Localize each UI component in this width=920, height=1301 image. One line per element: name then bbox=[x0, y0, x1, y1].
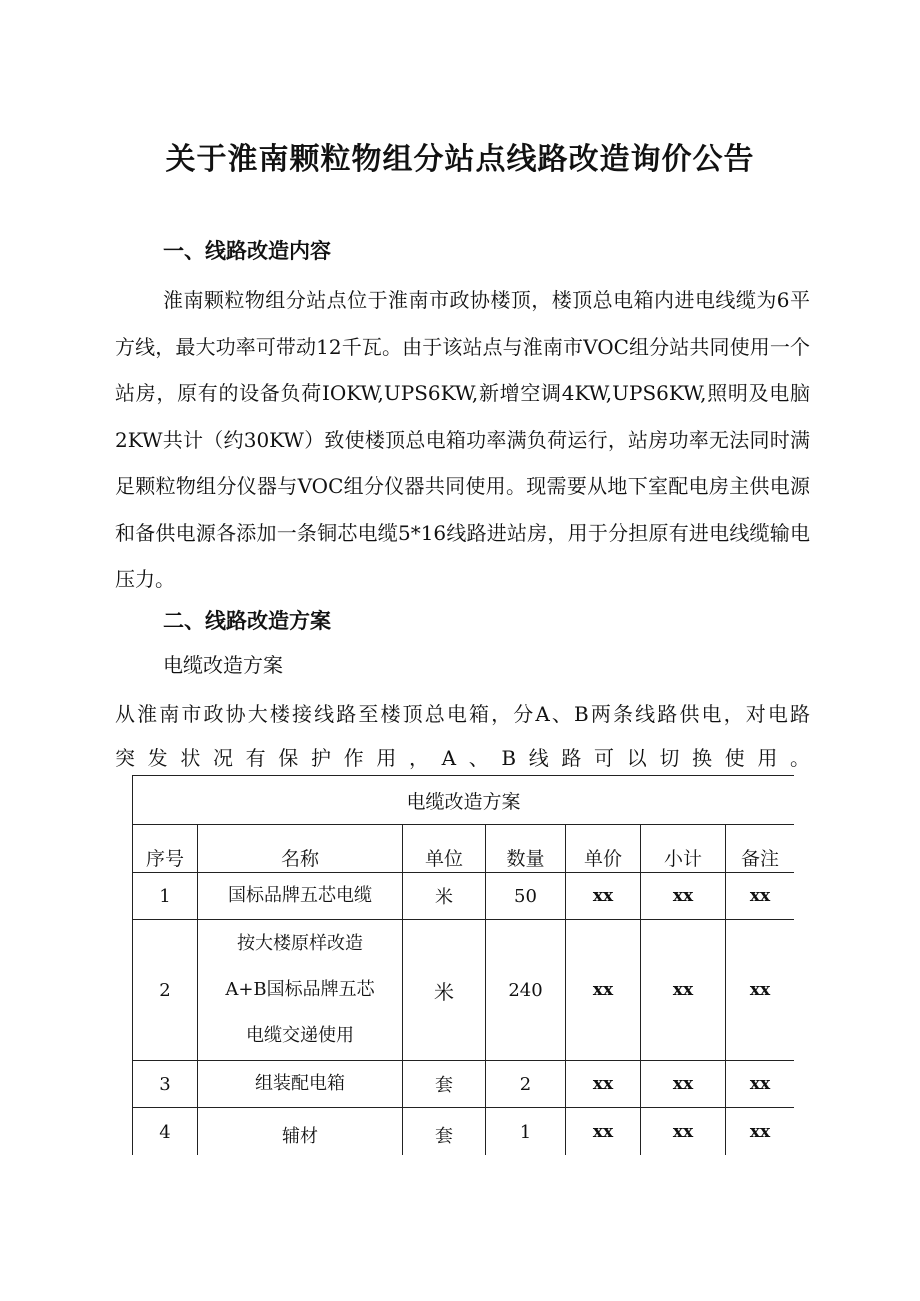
cell-subtotal: xx bbox=[641, 1061, 726, 1108]
table-row bbox=[133, 1108, 795, 1156]
cell-no: 1 bbox=[133, 873, 198, 920]
cell-subtotal: xx bbox=[641, 873, 726, 920]
cell-unit: 套 bbox=[403, 1108, 486, 1156]
table-header-row bbox=[133, 825, 795, 873]
section2-line2: 突发状况有保护作用，A、B线路可以切换使用。 bbox=[115, 746, 810, 770]
section2-line1: 从淮南市政协大楼接线路至楼顶总电箱，分A、B两条线路供电，对电路 bbox=[115, 702, 810, 726]
header-subtotal: 小计 bbox=[641, 825, 726, 873]
document-title: 关于淮南颗粒物组分站点线路改造询价公告 bbox=[165, 142, 755, 177]
header-note: 备注 bbox=[726, 825, 795, 873]
cell-name-line: 按大楼原样改造 bbox=[237, 933, 363, 954]
cost-table bbox=[132, 775, 794, 1155]
table-row bbox=[133, 1061, 795, 1108]
cell-no: 3 bbox=[133, 1061, 198, 1108]
cell-qty: 240 bbox=[486, 920, 566, 1061]
header-no: 序号 bbox=[133, 825, 198, 873]
cell-note: xx bbox=[726, 1108, 795, 1156]
cell-unit: 米 bbox=[403, 920, 486, 1061]
cell-qty: 2 bbox=[486, 1061, 566, 1108]
section1-paragraph: 淮南颗粒物组分站点位于淮南市政协楼顶，楼顶总电箱内进电线缆为6平方线，最大功率可带动12千瓦。由于该站点与淮南市VOC组分站共同使用一个站房，原有的设备负荷IOKW,UPS6KW,新增空调4KW,UPS6KW,照明及电脑2KW共计（约30KW）致使楼顶总电箱功率满负荷运行，站房功率无法同时满足颗粒物组分仪器与VOC组分仪器共同使用。现需要从地下室配电房主供电源和备供电源各添加一条铜芯电缆5*16线路进站房，用于分担原有进电线缆输电压力。 bbox=[115, 288, 810, 591]
cell-name: 国标品牌五芯电缆 bbox=[198, 873, 403, 920]
cell-note: xx bbox=[726, 1061, 795, 1108]
cell-unit: 米 bbox=[403, 873, 486, 920]
cell-no: 2 bbox=[133, 920, 198, 1061]
section1-heading: 一、线路改造内容 bbox=[163, 239, 331, 263]
cell-price: xx bbox=[566, 1061, 641, 1108]
table-row bbox=[133, 920, 795, 1061]
cell-name: 辅材 bbox=[198, 1108, 403, 1156]
cost-table-wrapper bbox=[132, 775, 794, 1155]
cell-price: xx bbox=[566, 873, 641, 920]
section2-heading: 二、线路改造方案 bbox=[163, 609, 331, 633]
cell-note: xx bbox=[726, 873, 795, 920]
cell-name bbox=[198, 920, 403, 1061]
header-qty: 数量 bbox=[486, 825, 566, 873]
cell-qty: 1 bbox=[486, 1108, 566, 1156]
cell-note: xx bbox=[726, 920, 795, 1061]
header-unit: 单位 bbox=[403, 825, 486, 873]
cell-name-line: 电缆交递使用 bbox=[246, 1025, 354, 1046]
cell-qty: 50 bbox=[486, 873, 566, 920]
table-caption-row bbox=[133, 776, 795, 825]
cell-price: xx bbox=[566, 1108, 641, 1156]
table-caption: 电缆改造方案 bbox=[133, 776, 795, 825]
cell-subtotal: xx bbox=[641, 920, 726, 1061]
header-price: 单价 bbox=[566, 825, 641, 873]
cell-no: 4 bbox=[133, 1108, 198, 1156]
table-row bbox=[133, 873, 795, 920]
cell-unit: 套 bbox=[403, 1061, 486, 1108]
cell-subtotal: xx bbox=[641, 1108, 726, 1156]
cell-price: xx bbox=[566, 920, 641, 1061]
cell-name-line: A+B国标品牌五芯 bbox=[225, 979, 375, 1000]
cell-name: 组装配电箱 bbox=[198, 1061, 403, 1108]
section2-subheading: 电缆改造方案 bbox=[163, 653, 283, 677]
header-name: 名称 bbox=[198, 825, 403, 873]
